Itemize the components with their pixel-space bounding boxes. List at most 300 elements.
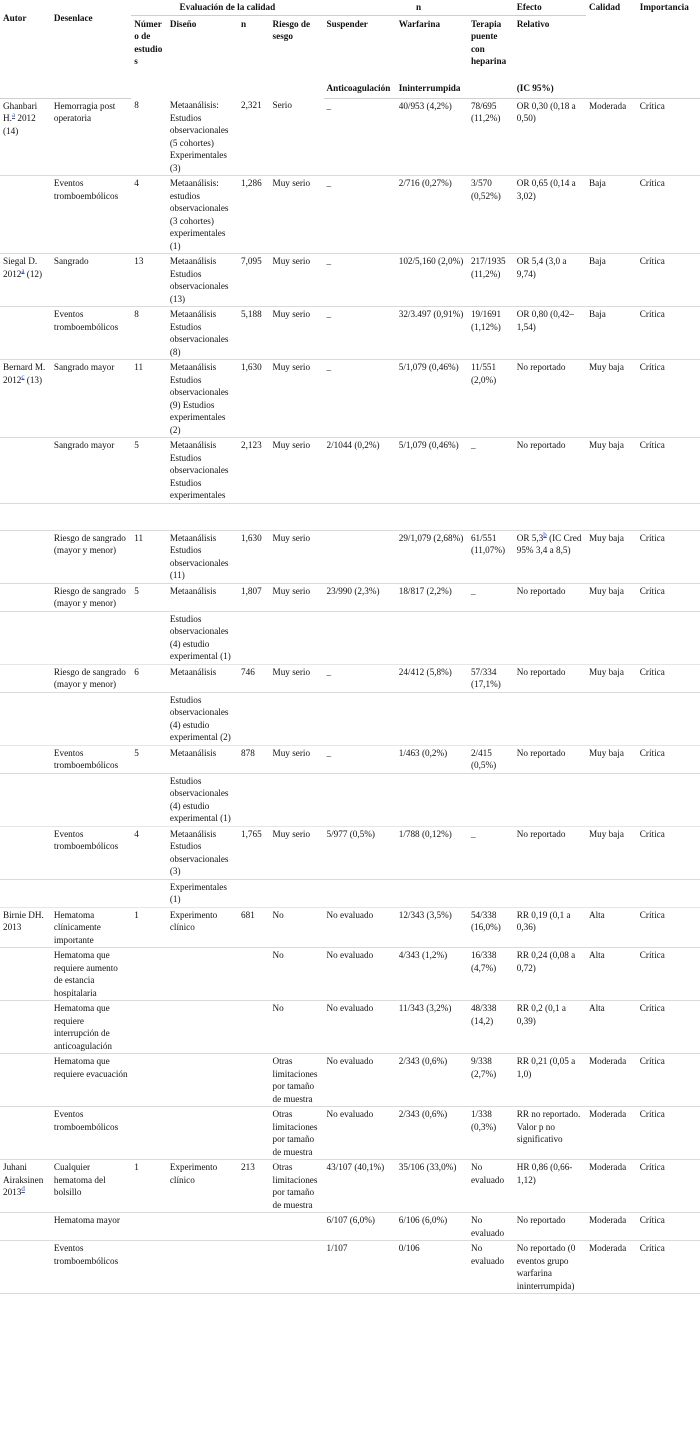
- table-cell-autor: [0, 773, 51, 826]
- table-cell-efecto: [514, 948, 586, 1001]
- table-row: [0, 773, 700, 826]
- table-row: [0, 98, 700, 176]
- effect-value: No reportado: [516, 585, 566, 596]
- table-cell-suspender: _: [324, 98, 396, 176]
- table-cell-n: [238, 879, 270, 907]
- table-cell-calidad: Moderada: [586, 1241, 637, 1294]
- table-cell-warfarina: [396, 692, 468, 745]
- table-cell-suspender: [324, 530, 396, 583]
- table-cell-num: 5: [131, 745, 167, 773]
- table-cell-efecto: [514, 530, 586, 583]
- table-cell-terapia: 9/338 (2,7%): [468, 1054, 514, 1107]
- table-cell-diseno: [167, 1054, 238, 1107]
- table-cell: [637, 503, 700, 530]
- table-cell-diseno: Experimentales (1): [167, 879, 238, 907]
- table-cell-calidad: [586, 611, 637, 664]
- reference-link[interactable]: d: [21, 1184, 25, 1193]
- table-cell-suspender: No evaluado: [324, 948, 396, 1001]
- table-cell-n: 681: [238, 907, 270, 948]
- table-cell-n: [238, 773, 270, 826]
- table-cell: [468, 503, 514, 530]
- table-cell-autor: [0, 176, 51, 254]
- table-cell-suspender: No evaluado: [324, 907, 396, 948]
- table-cell-terapia: No evaluado: [468, 1213, 514, 1241]
- table-cell-autor: [0, 1107, 51, 1160]
- table-cell-suspender: _: [324, 254, 396, 307]
- table-cell-terapia: No evaluado: [468, 1160, 514, 1213]
- effect-value: OR 0,30 (0,18 a 0,50): [516, 100, 576, 123]
- table-cell-suspender: No evaluado: [324, 1001, 396, 1054]
- col-ininterrumpida: Ininterrumpida: [396, 69, 468, 99]
- table-cell-desenlace: Eventos tromboembólicos: [51, 307, 131, 360]
- table-cell-calidad: Moderada: [586, 1107, 637, 1160]
- table-cell-terapia: 2/415 (0,5%): [468, 745, 514, 773]
- table-cell-riesgo: Otras limitaciones por tamaño de muestra: [270, 1054, 324, 1107]
- table-cell: [0, 503, 51, 530]
- effect-value: No reportado: [516, 747, 566, 758]
- table-cell-autor: [0, 745, 51, 773]
- effect-ci: (IC Cred 95% 3,4 a 8,5): [516, 532, 582, 555]
- effect-value: No reportado: [516, 1215, 566, 1225]
- reference-link[interactable]: a: [21, 266, 25, 275]
- table-row: [0, 692, 700, 745]
- author-name: Birnie DH. 2013: [3, 909, 44, 932]
- table-cell-suspender: [324, 611, 396, 664]
- table-cell-importancia: Crítica: [637, 1054, 700, 1107]
- author-name: Ghanbari H.: [3, 100, 38, 123]
- table-cell-riesgo: Muy serio: [270, 583, 324, 611]
- table-cell-num: 4: [131, 176, 167, 254]
- reference-link[interactable]: c: [21, 372, 25, 381]
- table-cell-calidad: Baja: [586, 176, 637, 254]
- table-cell-terapia: 3/570 (0,52%): [468, 176, 514, 254]
- table-cell-efecto: [514, 826, 586, 879]
- table-cell-riesgo: [270, 692, 324, 745]
- table-cell-autor: [0, 1054, 51, 1107]
- table-cell: [270, 503, 324, 530]
- table-cell-autor: [0, 907, 51, 948]
- table-row: [0, 745, 700, 773]
- table-cell-riesgo: Muy serio: [270, 664, 324, 692]
- table-cell-num: [131, 1001, 167, 1054]
- table-cell-warfarina: 6/106 (6,0%): [396, 1213, 468, 1241]
- table-cell-terapia: 16/338 (4,7%): [468, 948, 514, 1001]
- table-cell-diseno: Estudios observacionales (4) estudio experimental (2): [167, 692, 238, 745]
- table-cell-riesgo: [270, 1213, 324, 1241]
- table-row: [0, 611, 700, 664]
- table-cell-riesgo: Muy serio: [270, 530, 324, 583]
- table-cell-diseno: Metaanálisis: [167, 583, 238, 611]
- table-cell-importancia: Crítica: [637, 176, 700, 254]
- table-cell-efecto: [514, 254, 586, 307]
- table-cell-desenlace: Hematoma mayor: [51, 1213, 131, 1241]
- table-cell-riesgo: Serio: [270, 98, 324, 176]
- table-cell-terapia: [468, 692, 514, 745]
- col-efecto: Efecto: [514, 0, 586, 15]
- reference-link[interactable]: b: [543, 530, 547, 539]
- table-cell-efecto: [514, 583, 586, 611]
- table-row: [0, 530, 700, 583]
- effect-value: RR 0,19 (0,1 a 0,36): [516, 909, 571, 932]
- table-cell-warfarina: 35/106 (33,0%): [396, 1160, 468, 1213]
- table-cell-riesgo: [270, 879, 324, 907]
- table-cell-importancia: Crítica: [637, 1160, 700, 1213]
- table-cell-n: 1,286: [238, 176, 270, 254]
- table-cell-terapia: 11/551 (2,0%): [468, 360, 514, 438]
- table-cell-autor: [0, 98, 51, 176]
- table-body: [0, 98, 700, 1294]
- table-cell-riesgo: No: [270, 948, 324, 1001]
- table-cell-efecto: [514, 1160, 586, 1213]
- table-cell-efecto: [514, 1241, 586, 1294]
- table-cell: [324, 503, 396, 530]
- table-cell-terapia: 57/334 (17,1%): [468, 664, 514, 692]
- effect-value: No reportado (0 eventos grupo warfarina ininterrumpida): [516, 1243, 576, 1291]
- table-cell-desenlace: Cualquier hematoma del bolsillo: [51, 1160, 131, 1213]
- table-cell-warfarina: 0/106: [396, 1241, 468, 1294]
- table-cell-num: [131, 879, 167, 907]
- table-cell-desenlace: Eventos tromboembólicos: [51, 826, 131, 879]
- table-cell-calidad: Moderada: [586, 1054, 637, 1107]
- table-cell-efecto: [514, 879, 586, 907]
- table-cell-warfarina: 12/343 (3,5%): [396, 907, 468, 948]
- table-cell-importancia: Crítica: [637, 1001, 700, 1054]
- table-cell-autor: [0, 611, 51, 664]
- author-name: Siegal D. 2012: [3, 256, 38, 279]
- table-row: [0, 583, 700, 611]
- author-citation: (12): [24, 268, 43, 279]
- table-cell-warfarina: 1/788 (0,12%): [396, 826, 468, 879]
- table-cell-efecto: [514, 1213, 586, 1241]
- table-cell-n: 5,188: [238, 307, 270, 360]
- table-cell-suspender: _: [324, 176, 396, 254]
- table-cell-calidad: [586, 692, 637, 745]
- table-cell-autor: [0, 530, 51, 583]
- table-cell-warfarina: [396, 773, 468, 826]
- table-cell-desenlace: Riesgo de sangrado (mayor y menor): [51, 530, 131, 583]
- table-cell-importancia: [637, 879, 700, 907]
- table-cell-efecto: [514, 1001, 586, 1054]
- table-cell-importancia: Crítica: [637, 98, 700, 176]
- table-cell-desenlace: Hematoma que requiere interrupción de anticoagulación: [51, 1001, 131, 1054]
- table-cell-diseno: [167, 1241, 238, 1294]
- table-cell-diseno: Metaanálisis Estudios observacionales (11): [167, 530, 238, 583]
- table-cell-diseno: Metaanálisis: [167, 745, 238, 773]
- table-cell-calidad: Muy baja: [586, 583, 637, 611]
- table-row: [0, 907, 700, 948]
- table-cell-calidad: [586, 773, 637, 826]
- table-cell-n: 878: [238, 745, 270, 773]
- effect-value: RR 0,21 (0,05 a 1,0): [516, 1056, 576, 1079]
- table-cell-suspender: 43/107 (40,1%): [324, 1160, 396, 1213]
- table-cell-num: 1: [131, 907, 167, 948]
- table-cell-diseno: Metaanálisis Estudios observacionales (9) Estudios experimentales (2): [167, 360, 238, 438]
- table-cell-diseno: Metaanálisis: [167, 664, 238, 692]
- table-cell-calidad: Alta: [586, 907, 637, 948]
- table-cell-efecto: [514, 907, 586, 948]
- table-cell-n: [238, 1001, 270, 1054]
- col-desenlace: Desenlace: [51, 0, 131, 98]
- table-cell-n: 2,123: [238, 438, 270, 504]
- effect-value: RR 0,24 (0,08 a 0,72): [516, 950, 576, 973]
- table-cell-n: [238, 692, 270, 745]
- table-cell-num: [131, 1107, 167, 1160]
- table-cell-num: [131, 1054, 167, 1107]
- table-cell-riesgo: Muy serio: [270, 307, 324, 360]
- table-cell-riesgo: Muy serio: [270, 438, 324, 504]
- table-row: [0, 664, 700, 692]
- table-cell-diseno: Experimento clínico: [167, 1160, 238, 1213]
- table-row: [0, 826, 700, 879]
- table-cell-warfarina: 18/817 (2,2%): [396, 583, 468, 611]
- table-cell-importancia: [637, 773, 700, 826]
- table-cell-num: 6: [131, 664, 167, 692]
- table-cell-warfarina: [396, 879, 468, 907]
- table-row: [0, 438, 700, 504]
- effect-value: No reportado: [516, 828, 566, 839]
- table-cell: [396, 503, 468, 530]
- table-cell-calidad: [586, 879, 637, 907]
- effect-value: No reportado: [516, 362, 566, 372]
- table-cell-terapia: _: [468, 583, 514, 611]
- table-cell-desenlace: [51, 611, 131, 664]
- author-name: Juhani Airaksinen 2013: [3, 1162, 44, 1197]
- table-cell-diseno: Experimento clínico: [167, 907, 238, 948]
- table-cell-n: 746: [238, 664, 270, 692]
- table-cell-diseno: Metaanálisis Estudios observacionales Estudios experimentales: [167, 438, 238, 504]
- table-cell-autor: [0, 692, 51, 745]
- table-cell-efecto: [514, 692, 586, 745]
- table-row: [0, 1241, 700, 1294]
- table-cell-terapia: _: [468, 438, 514, 504]
- table-cell-terapia: 1/338 (0,3%): [468, 1107, 514, 1160]
- table-cell-desenlace: Eventos tromboembólicos: [51, 745, 131, 773]
- table-cell-importancia: Crítica: [637, 664, 700, 692]
- table-cell-riesgo: No: [270, 907, 324, 948]
- table-cell-num: 8: [131, 307, 167, 360]
- author-name: Bernard M. 2012: [3, 362, 46, 385]
- table-cell-suspender: 2/1044 (0,2%): [324, 438, 396, 504]
- table-cell-num: [131, 1241, 167, 1294]
- table-cell-num: 5: [131, 438, 167, 504]
- table-cell-riesgo: Otras limitaciones por tamaño de muestra: [270, 1107, 324, 1160]
- table-cell-desenlace: Eventos tromboembólicos: [51, 1107, 131, 1160]
- col-terapia-cont: [468, 69, 514, 99]
- table-cell: [131, 503, 167, 530]
- table-row: [0, 1160, 700, 1213]
- table-cell: [586, 503, 637, 530]
- col-warfarina: Warfarina: [398, 18, 441, 29]
- table-cell-importancia: Crítica: [637, 1241, 700, 1294]
- effect-value: HR 0,86 (0,66-1,12): [516, 1162, 573, 1185]
- table-row: [0, 1213, 700, 1241]
- table-cell-riesgo: Muy serio: [270, 745, 324, 773]
- table-cell-warfarina: 40/953 (4,2%): [396, 98, 468, 176]
- table-cell-importancia: Crítica: [637, 254, 700, 307]
- table-cell-calidad: Muy baja: [586, 826, 637, 879]
- table-cell-importancia: Crítica: [637, 1107, 700, 1160]
- table-cell-efecto: [514, 773, 586, 826]
- table-cell-efecto: [514, 745, 586, 773]
- table-row: [0, 360, 700, 438]
- table-row: [0, 948, 700, 1001]
- table-cell-suspender: _: [324, 360, 396, 438]
- table-cell-warfarina: 24/412 (5,8%): [396, 664, 468, 692]
- table-cell-diseno: Metaanálisis: estudios observacionales (3 cohortes) experimentales (1): [167, 176, 238, 254]
- table-cell-riesgo: Muy serio: [270, 254, 324, 307]
- table-cell-terapia: [468, 611, 514, 664]
- table-cell-calidad: Muy baja: [586, 530, 637, 583]
- table-cell-n: 1,630: [238, 360, 270, 438]
- table-cell-calidad: Muy baja: [586, 745, 637, 773]
- col-anticoagulacion: Anticoagulación: [324, 69, 396, 99]
- col-importancia: Importancia: [637, 0, 700, 98]
- col-evaluacion: Evaluación de la calidad: [131, 0, 323, 15]
- table-cell-terapia: 61/551 (11,07%): [468, 530, 514, 583]
- table-cell-autor: [0, 254, 51, 307]
- table-row: [0, 1054, 700, 1107]
- table-cell-n: [238, 1107, 270, 1160]
- table-cell-importancia: [637, 611, 700, 664]
- table-cell-n: 7,095: [238, 254, 270, 307]
- table-cell: [51, 503, 131, 530]
- table-cell-desenlace: Hematoma que requiere evacuación: [51, 1054, 131, 1107]
- table-cell-terapia: 217/1935 (11,2%): [468, 254, 514, 307]
- table-cell-calidad: Muy baja: [586, 664, 637, 692]
- table-cell-n: 1,765: [238, 826, 270, 879]
- table-cell-autor: [0, 826, 51, 879]
- table-cell-importancia: Crítica: [637, 948, 700, 1001]
- table-cell-num: [131, 948, 167, 1001]
- table-cell-calidad: Alta: [586, 1001, 637, 1054]
- table-cell-autor: [0, 1001, 51, 1054]
- table-cell-terapia: No evaluado: [468, 1241, 514, 1294]
- table-cell-warfarina: 29/1,079 (2,68%): [396, 530, 468, 583]
- table-cell-calidad: Alta: [586, 948, 637, 1001]
- table-cell-warfarina: 102/5,160 (2,0%): [396, 254, 468, 307]
- table-cell-warfarina: 5/1,079 (0,46%): [396, 438, 468, 504]
- col-terapia: Terapia puente con heparina: [470, 18, 507, 66]
- effect-value: OR 5,4 (3,0 a 9,74): [516, 256, 567, 279]
- table-cell-efecto: [514, 664, 586, 692]
- table-cell-desenlace: Sangrado mayor: [51, 360, 131, 438]
- col-autor: Autor: [0, 0, 51, 98]
- table-cell-riesgo: [270, 773, 324, 826]
- table-cell-suspender: 5/977 (0,5%): [324, 826, 396, 879]
- table-cell-num: 8: [131, 98, 167, 176]
- col-riesgo: Riesgo de sesgo: [272, 18, 311, 41]
- table-cell: [514, 503, 586, 530]
- table-cell-terapia: 54/338 (16,0%): [468, 907, 514, 948]
- table-row: [0, 307, 700, 360]
- table-cell-efecto: [514, 1054, 586, 1107]
- effect-value: RR no reportado. Valor p no significativo: [516, 1109, 581, 1144]
- table-cell-riesgo: [270, 611, 324, 664]
- table-cell-diseno: [167, 948, 238, 1001]
- table-cell-suspender: [324, 879, 396, 907]
- table-cell-suspender: [324, 692, 396, 745]
- table-cell-desenlace: Hematoma que requiere aumento de estancia hospitalaria: [51, 948, 131, 1001]
- effect-value: OR 5,3: [516, 532, 544, 543]
- table-cell-desenlace: [51, 773, 131, 826]
- col-n: n: [241, 18, 247, 29]
- table-cell-diseno: [167, 1107, 238, 1160]
- col-relativo: Relativo: [516, 18, 550, 29]
- table-cell-diseno: Estudios observacionales (4) estudio experimental (1): [167, 773, 238, 826]
- table-cell-suspender: 1/107: [324, 1241, 396, 1294]
- table-cell-riesgo: [270, 1241, 324, 1294]
- table-cell-warfarina: 2/716 (0,27%): [396, 176, 468, 254]
- table-cell: [167, 503, 238, 530]
- table-cell-suspender: 6/107 (6,0%): [324, 1213, 396, 1241]
- table-cell-n: 1,630: [238, 530, 270, 583]
- table-cell: [238, 503, 270, 530]
- table-row: [0, 503, 700, 530]
- table-cell-warfarina: [396, 611, 468, 664]
- table-row: [0, 254, 700, 307]
- table-cell-desenlace: [51, 879, 131, 907]
- table-cell-n: 2,321: [238, 98, 270, 176]
- table-cell-autor: [0, 948, 51, 1001]
- table-cell-warfarina: 2/343 (0,6%): [396, 1054, 468, 1107]
- table-cell-importancia: Crítica: [637, 745, 700, 773]
- table-cell-desenlace: Sangrado mayor: [51, 438, 131, 504]
- table-cell-autor: [0, 879, 51, 907]
- table-cell-diseno: Estudios observacionales (4) estudio experimental (1): [167, 611, 238, 664]
- table-cell-num: [131, 1213, 167, 1241]
- table-cell-importancia: Crítica: [637, 307, 700, 360]
- table-cell-diseno: Metaanálisis: Estudios observacionales (5 cohortes) Experimentales (3): [167, 98, 238, 176]
- table-cell-riesgo: Muy serio: [270, 176, 324, 254]
- table-cell-riesgo: Muy serio: [270, 826, 324, 879]
- col-diseno: Diseño: [169, 18, 197, 29]
- table-cell-num: 11: [131, 530, 167, 583]
- col-num-estudios: Número de estudios: [134, 18, 163, 66]
- col-ic: (IC 95%): [514, 69, 586, 99]
- table-cell-suspender: [324, 773, 396, 826]
- table-cell-desenlace: Hematoma clínicamente importante: [51, 907, 131, 948]
- table-cell-warfarina: 5/1,079 (0,46%): [396, 360, 468, 438]
- table-cell-efecto: [514, 307, 586, 360]
- table-cell-suspender: _: [324, 664, 396, 692]
- reference-link[interactable]: a: [11, 110, 16, 119]
- table-cell-suspender: No evaluado: [324, 1107, 396, 1160]
- table-cell-terapia: 48/338 (14,2): [468, 1001, 514, 1054]
- table-cell-suspender: 23/990 (2,3%): [324, 583, 396, 611]
- table-cell-num: 1: [131, 1160, 167, 1213]
- table-cell-diseno: [167, 1001, 238, 1054]
- table-cell-warfarina: 32/3.497 (0,91%): [396, 307, 468, 360]
- table-cell-importancia: Crítica: [637, 438, 700, 504]
- table-cell-warfarina: 2/343 (0,6%): [396, 1107, 468, 1160]
- table-cell-riesgo: Otras limitaciones por tamaño de muestra: [270, 1160, 324, 1213]
- table-row: [0, 879, 700, 907]
- table-cell-diseno: Metaanálisis Estudios observacionales (13): [167, 254, 238, 307]
- table-row: [0, 1001, 700, 1054]
- author-citation: (13): [24, 374, 43, 385]
- table-cell-desenlace: Eventos tromboembólicos: [51, 176, 131, 254]
- table-cell-num: [131, 611, 167, 664]
- table-cell-num: 13: [131, 254, 167, 307]
- table-cell-importancia: Crítica: [637, 530, 700, 583]
- table-cell-riesgo: No: [270, 1001, 324, 1054]
- table-cell-warfarina: 1/463 (0,2%): [396, 745, 468, 773]
- table-cell-n: 213: [238, 1160, 270, 1213]
- table-cell-efecto: [514, 1107, 586, 1160]
- effect-value: OR 0,65 (0,14 a 3,02): [516, 178, 576, 201]
- table-cell-autor: [0, 583, 51, 611]
- table-cell-riesgo: Muy serio: [270, 360, 324, 438]
